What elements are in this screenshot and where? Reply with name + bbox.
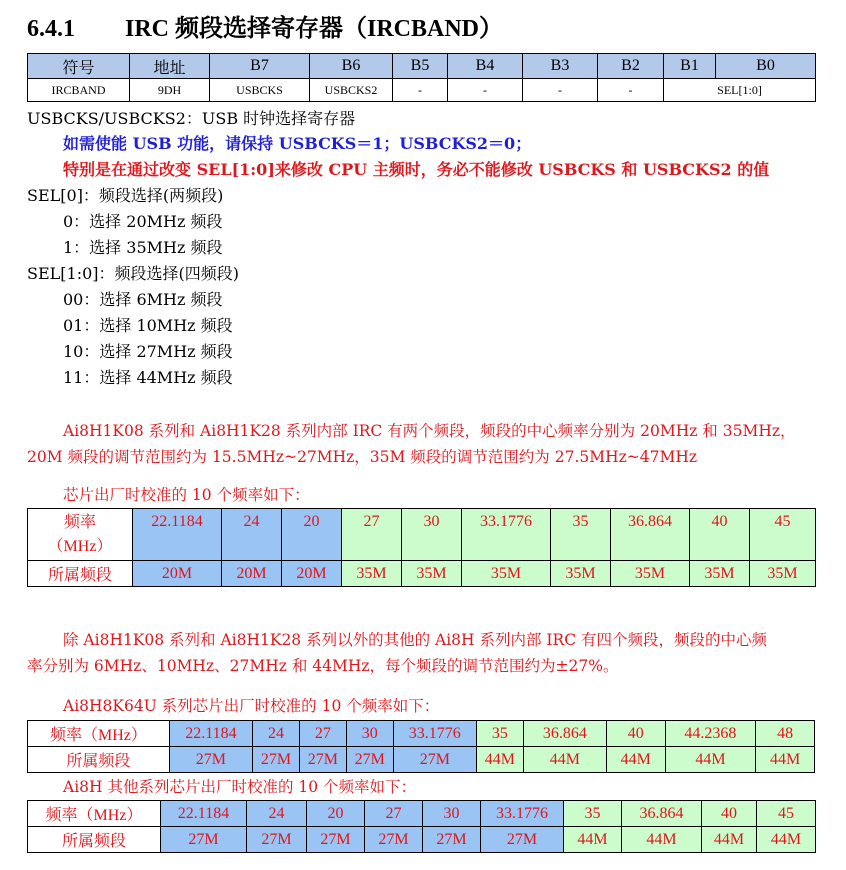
freq-cell: 27: [299, 721, 346, 747]
freq-cell: 45: [757, 801, 816, 827]
bit-b7: USBCKS: [210, 79, 310, 102]
band-cell: 20M: [282, 561, 342, 587]
bit-b6: USBCKS2: [310, 79, 393, 102]
freq-cell: 33.1776: [462, 509, 551, 561]
para2-line2: 率分别为 6MHz、10MHz、27MHz 和 44MHz，每个频段的调节范围约为±27%。: [27, 657, 619, 675]
freq-cell: 30: [423, 801, 481, 827]
band-cell: 27M: [299, 747, 346, 773]
freq-cell: 40: [606, 721, 665, 747]
freq-cell: 48: [756, 721, 815, 747]
band-cell: 44M: [665, 747, 756, 773]
header-cell: B4: [448, 54, 523, 79]
freq-cell: 44.2368: [665, 721, 756, 747]
freq-cell: 45: [750, 509, 816, 561]
freq-cell: 30: [402, 509, 462, 561]
band-cell: 27M: [393, 747, 476, 773]
band-cell: 27M: [346, 747, 393, 773]
band-cell: 44M: [606, 747, 665, 773]
band-cell: 44M: [756, 747, 815, 773]
section-title: IRC 频段选择寄存器（IRCBAND）: [125, 16, 504, 42]
freq-unit: （MHz）: [47, 537, 113, 555]
band-cell: 44M: [564, 827, 622, 853]
band-cell: 35M: [611, 561, 690, 587]
band-cell: 44M: [476, 747, 523, 773]
bit-b3: -: [523, 79, 598, 102]
register-table: [27, 53, 816, 102]
sel0-option: 0：选择 20MHz 频段: [63, 212, 223, 231]
register-value-row: [28, 79, 816, 102]
bit-b4: -: [448, 79, 523, 102]
para2-line1: 除 Ai8H1K08 系列和 Ai8H1K28 系列以外的其他的 Ai8H 系列内部 IRC 有四个频段，频段的中心频: [63, 631, 767, 649]
band-cell: 27M: [481, 827, 564, 853]
band-cell: 27M: [253, 747, 300, 773]
band-cell: 27M: [423, 827, 481, 853]
freq-cell: 35: [564, 801, 622, 827]
para1-line1: Ai8H1K08 系列和 Ai8H1K28 系列内部 IRC 有两个频段，频段的中心频率分别为 20MHz 和 35MHz，: [63, 422, 796, 440]
sel10-option: 01：选择 10MHz 频段: [63, 316, 233, 335]
freq-label: 频率（MHz）: [28, 801, 161, 827]
para1-line2: 20M 频段的调节范围约为 15.5MHz~27MHz，35M 频段的调节范围约为 27.5MHz~47MHz: [27, 448, 698, 466]
header-cell: B5: [393, 54, 448, 79]
band-cell: 44M: [702, 827, 757, 853]
header-cell: B6: [310, 54, 393, 79]
header-cell: 地址: [130, 54, 210, 79]
freq-cell: 35: [476, 721, 523, 747]
table1-caption: 芯片出厂时校准的 10 个频率如下：: [63, 486, 310, 504]
band-cell: 44M: [757, 827, 816, 853]
sel10-option: 00：选择 6MHz 频段: [63, 290, 223, 309]
freq-row: [28, 721, 815, 747]
header-cell: 符号: [28, 54, 130, 79]
band-cell: 27M: [161, 827, 247, 853]
sel0-option: 1：选择 35MHz 频段: [63, 238, 223, 257]
header-cell: B3: [523, 54, 598, 79]
band-cell: 44M: [523, 747, 606, 773]
freq-table-3: [27, 800, 816, 853]
band-cell: 27M: [169, 747, 252, 773]
section-heading: [27, 8, 503, 43]
band-cell: 35M: [551, 561, 611, 587]
freq-cell: 40: [702, 801, 757, 827]
band-row: [28, 561, 816, 587]
band-label: 所属频段: [28, 827, 161, 853]
band-cell: 35M: [342, 561, 402, 587]
header-cell: B0: [716, 54, 816, 79]
freq-cell: 33.1776: [393, 721, 476, 747]
freq-cell: 27: [342, 509, 402, 561]
band-row: [28, 827, 816, 853]
sel-warning: 特别是在通过改变 SEL[1:0]来修改 CPU 主频时，务必不能修改 USBCKS 和 USBCKS2 的值: [63, 160, 770, 179]
sel10-option: 11：选择 44MHz 频段: [63, 368, 233, 387]
usb-clock-desc: USBCKS/USBCKS2：USB 时钟选择寄存器: [27, 109, 356, 128]
band-cell: 35M: [750, 561, 816, 587]
sel10-option: 10：选择 27MHz 频段: [63, 342, 233, 361]
register-symbol: IRCBAND: [28, 79, 130, 102]
freq-cell: 36.864: [523, 721, 606, 747]
bit-b2: -: [598, 79, 664, 102]
bit-b5: -: [393, 79, 448, 102]
freq-cell: 24: [253, 721, 300, 747]
freq-cell: 33.1776: [481, 801, 564, 827]
freq-cell: 22.1184: [169, 721, 252, 747]
band-cell: 27M: [365, 827, 423, 853]
freq-cell: 36.864: [622, 801, 702, 827]
freq-cell: 35: [551, 509, 611, 561]
band-cell: 35M: [462, 561, 551, 587]
band-cell: 35M: [690, 561, 750, 587]
band-label: 所属频段: [28, 561, 133, 587]
freq-row: [28, 801, 816, 827]
freq-cell: 36.864: [611, 509, 690, 561]
freq-table-1: [27, 508, 816, 587]
sel10-title: SEL[1:0]：频段选择(四频段): [27, 264, 239, 283]
freq-label-cell: [28, 509, 133, 561]
band-row: [28, 747, 815, 773]
band-cell: 27M: [247, 827, 307, 853]
freq-cell: 20: [282, 509, 342, 561]
freq-cell: 27: [365, 801, 423, 827]
freq-cell: 22.1184: [133, 509, 222, 561]
freq-cell: 40: [690, 509, 750, 561]
band-cell: 27M: [307, 827, 365, 853]
sel0-title: SEL[0]：频段选择(两频段): [27, 186, 224, 205]
register-address: 9DH: [130, 79, 210, 102]
header-cell: B7: [210, 54, 310, 79]
freq-cell: 22.1184: [161, 801, 247, 827]
usb-note: 如需使能 USB 功能，请保持 USBCKS＝1；USBCKS2＝0；: [63, 134, 532, 153]
freq-cell: 30: [346, 721, 393, 747]
freq-row: [28, 509, 816, 561]
band-cell: 20M: [222, 561, 282, 587]
section-number: 6.4.1: [27, 16, 75, 42]
header-cell: B2: [598, 54, 664, 79]
register-header-row: [28, 54, 816, 79]
header-cell: B1: [664, 54, 716, 79]
freq-cell: 24: [247, 801, 307, 827]
freq-table-2: [27, 720, 815, 773]
band-cell: 44M: [622, 827, 702, 853]
band-label: 所属频段: [28, 747, 170, 773]
freq-label: 频率: [63, 513, 96, 531]
freq-cell: 20: [307, 801, 365, 827]
table3-caption: Ai8H 其他系列芯片出厂时校准的 10 个频率如下：: [63, 778, 417, 796]
freq-label: 频率（MHz）: [28, 721, 170, 747]
band-cell: 20M: [133, 561, 222, 587]
freq-cell: 24: [222, 509, 282, 561]
band-cell: 35M: [402, 561, 462, 587]
table2-caption: Ai8H8K64U 系列芯片出厂时校准的 10 个频率如下：: [63, 697, 440, 715]
bit-sel: SEL[1:0]: [664, 79, 816, 102]
